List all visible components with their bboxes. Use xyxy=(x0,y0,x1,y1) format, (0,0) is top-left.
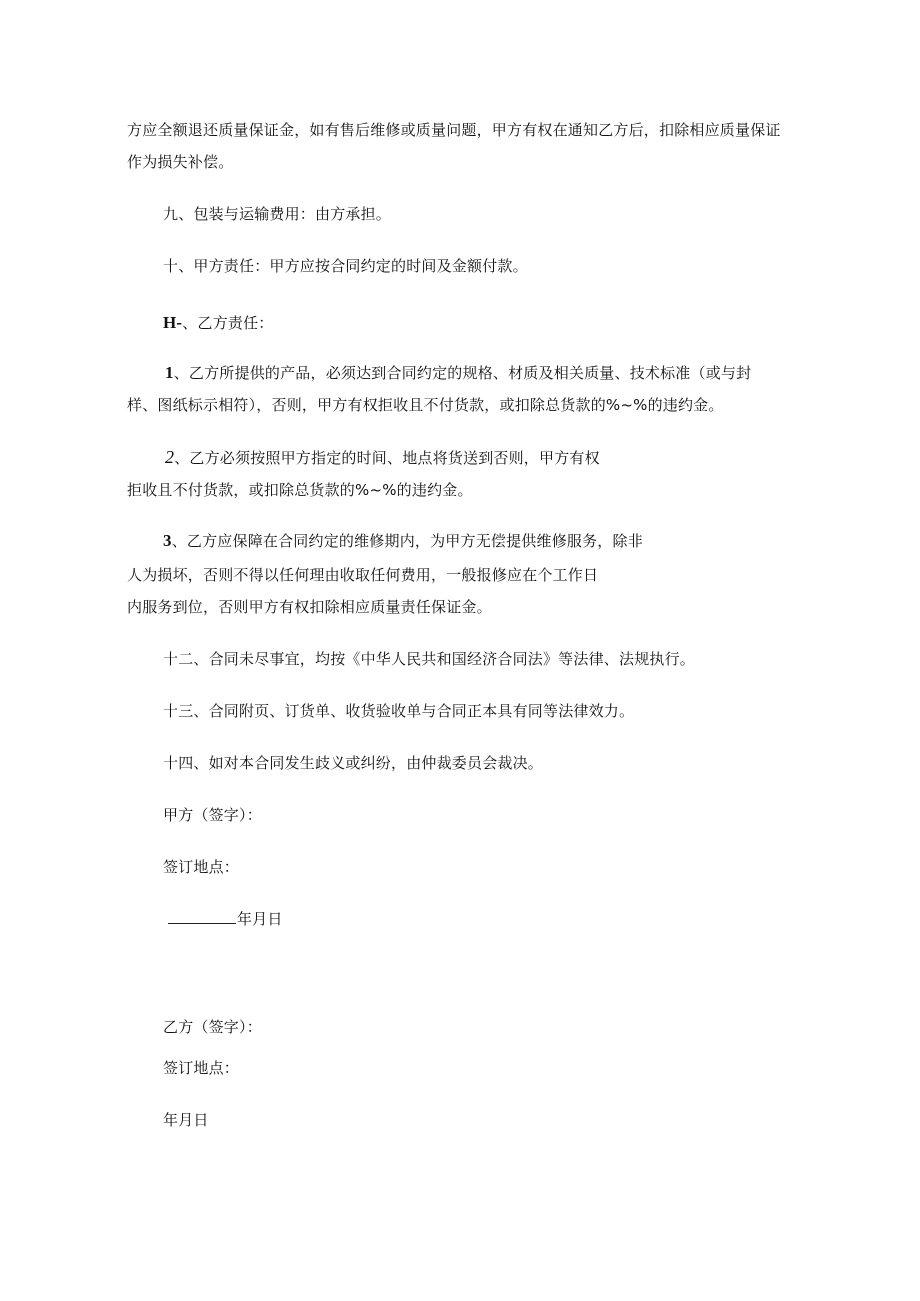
clause-8-continuation-line-2: 作为损失补偿。 xyxy=(127,153,234,171)
party-b-place-label: 签订地点： xyxy=(163,1059,240,1077)
item-3-number: 3 xyxy=(163,531,172,550)
party-a-date-label: 年月日 xyxy=(237,910,283,928)
item-3-text-1: 、乙方应保障在合同约定的维修期内，为甲方无偿提供维修服务，除非 xyxy=(171,532,643,550)
clause-11-number: H- xyxy=(163,313,183,332)
item-3-line-1 xyxy=(163,531,643,551)
clause-12: 十二、合同未尽事宜，均按《中华人民共和国经济合同法》等法律、法规执行。 xyxy=(163,650,696,668)
item-1-text-1: 、乙方所提供的产品，必须达到合同约定的规格、材质及相关质量、技术标准（或与封 xyxy=(173,364,752,382)
clause-13: 十三、合同附页、订货单、收货验收单与合同正本具有同等法律效力。 xyxy=(163,702,635,720)
party-b-date-label: 年月日 xyxy=(163,1111,209,1129)
party-a-date-line xyxy=(168,909,283,929)
item-3-line-3: 内服务到位，否则甲方有权扣除相应质量责任保证金。 xyxy=(127,598,492,616)
party-b-signature-label: 乙方（签字）： xyxy=(163,1018,262,1036)
clause-11-heading xyxy=(163,313,274,333)
party-a-signature-label: 甲方（签字）： xyxy=(163,806,262,824)
item-2-line-2: 拒收且不付货款，或扣除总货款的%~%的违约金。 xyxy=(127,481,473,499)
item-1-line-2: 样、图纸标示相符），否则，甲方有权拒收且不付货款，或扣除总货款的%~%的违约金。 xyxy=(127,396,724,414)
clause-10: 十、甲方责任：甲方应按合同约定的时间及金额付款。 xyxy=(163,257,528,275)
item-1-line-1 xyxy=(165,363,751,383)
party-a-place-label: 签订地点： xyxy=(163,858,240,876)
item-2-text-1: 、乙方必须按照甲方指定的时间、地点将货送到否则，甲方有权 xyxy=(174,449,600,467)
item-1-number: 1 xyxy=(165,363,174,382)
clause-14: 十四、如对本合同发生歧义或纠纷，由仲裁委员会裁决。 xyxy=(163,754,544,772)
date-blank-underline xyxy=(168,909,236,924)
item-3-line-2: 人为损坏，否则不得以任何理由收取任何费用，一般报修应在个工作日 xyxy=(127,566,599,584)
item-2-number: 2 xyxy=(165,447,175,467)
clause-9: 九、包装与运输费用：由方承担。 xyxy=(163,205,392,223)
clause-11-title: 、乙方责任： xyxy=(182,314,274,332)
item-2-line-1 xyxy=(165,447,600,468)
clause-8-continuation-line-1: 方应全额退还质量保证金，如有售后维修或质量问题，甲方有权在通知乙方后，扣除相应质量保证 xyxy=(127,121,781,139)
